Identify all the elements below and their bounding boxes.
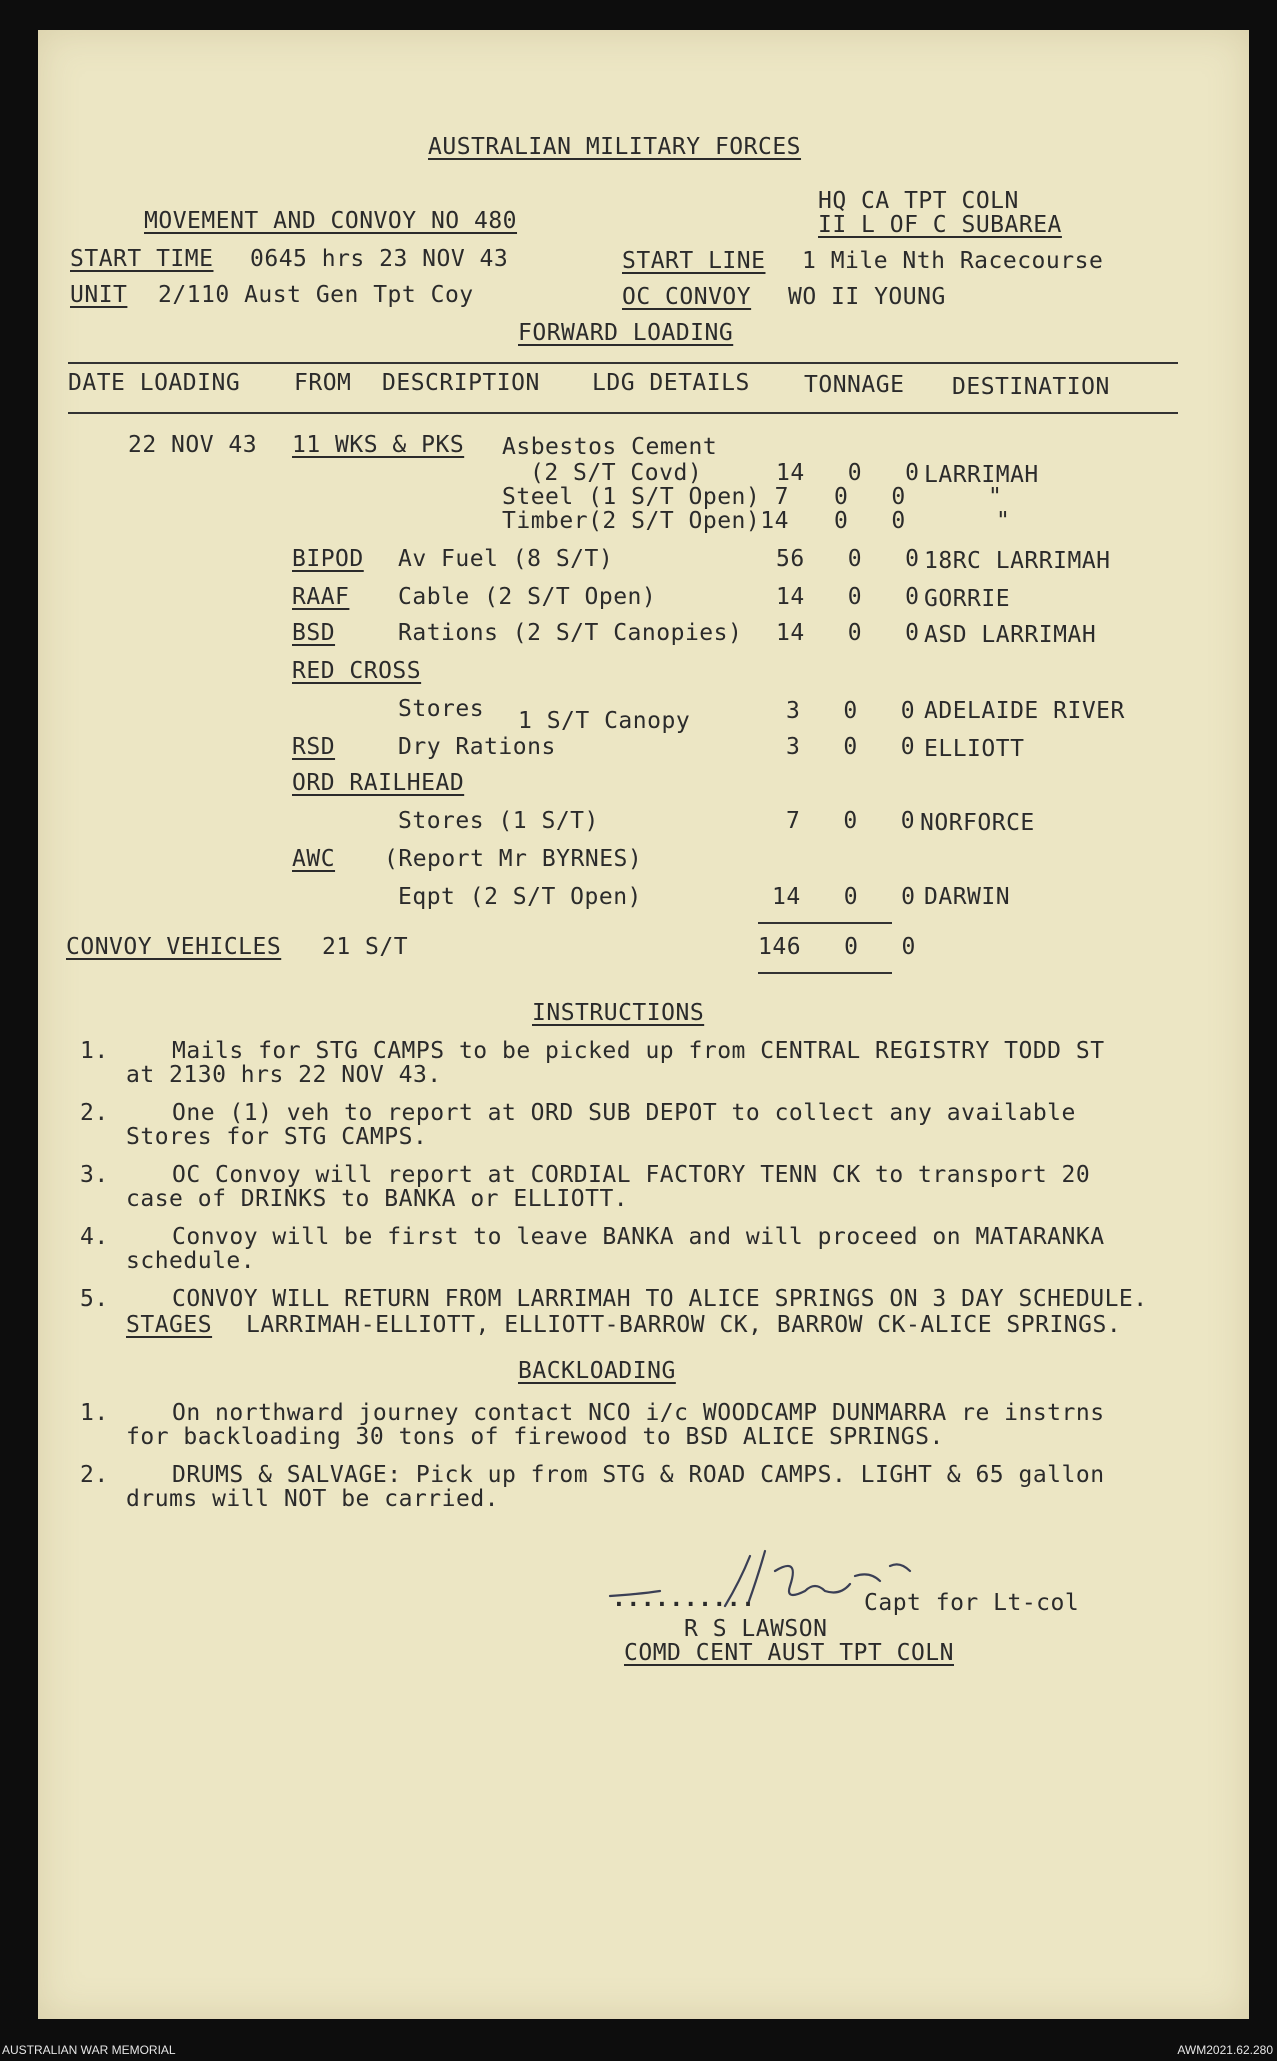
movement-heading: MOVEMENT AND CONVOY NO 480: [144, 208, 518, 234]
unit-value: 2/110 Aust Gen Tpt Coy: [158, 282, 474, 308]
tonnage-cell: 0 0: [834, 508, 906, 534]
instruction-line: schedule.: [126, 1248, 256, 1274]
destination-cell: LARRIMAH: [924, 462, 1039, 488]
desc-cell: Stores: [398, 696, 485, 722]
instruction-line: One (1) veh to report at ORD SUB DEPOT to collect any available: [172, 1100, 1076, 1126]
unit-label: UNIT: [70, 282, 128, 308]
signature-role: COMD CENT AUST TPT COLN: [624, 1640, 954, 1666]
tonnage-cell: 56 0 0: [776, 546, 920, 572]
document-title: AUSTRALIAN MILITARY FORCES: [428, 134, 802, 160]
instruction-line: LARRIMAH-ELLIOTT, ELLIOTT-BARROW CK, BARROW CK-ALICE SPRINGS.: [246, 1312, 1122, 1338]
destination-ditto: ": [988, 484, 1003, 510]
tonnage-cell: 7 0 0: [786, 808, 916, 834]
backloading-line: drums will NOT be carried.: [126, 1486, 500, 1512]
instruction-line: Stores for STG CAMPS.: [126, 1124, 428, 1150]
signature-capt: Capt for Lt-col: [864, 1590, 1080, 1616]
backloading-number: 1.: [80, 1400, 109, 1426]
start-line-value: 1 Mile Nth Racecourse: [802, 248, 1104, 274]
start-line-label: START LINE: [622, 248, 766, 274]
col-header-from: FROM: [294, 370, 352, 396]
instruction-line: at 2130 hrs 22 NOV 43.: [126, 1062, 442, 1088]
hq-line-1: HQ CA TPT COLN: [818, 188, 1019, 214]
oc-convoy-label: OC CONVOY: [622, 284, 752, 310]
tonnage-cell: 14 0 0: [776, 620, 920, 646]
section-forward-loading: FORWARD LOADING: [518, 320, 734, 346]
hq-line-2: II L OF C SUBAREA: [818, 212, 1062, 238]
destination-cell: ASD LARRIMAH: [924, 622, 1097, 648]
instruction-line: OC Convoy will report at CORDIAL FACTORY TENN CK to transport 20: [172, 1162, 1091, 1188]
from-cell: RAAF: [292, 584, 350, 610]
from-cell: ORD RAILHEAD: [292, 770, 465, 796]
total-top-rule: [758, 922, 892, 924]
tonnage-cell: 3 0 0: [786, 698, 916, 724]
desc-cell: 1 S/T Canopy: [518, 708, 691, 734]
tonnage-cell: 14 0 0: [776, 460, 920, 486]
destination-cell: DARWIN: [924, 884, 1011, 910]
table-header-rule: [68, 412, 1178, 414]
destination-cell: ELLIOTT: [924, 736, 1025, 762]
oc-convoy-value: WO II YOUNG: [788, 284, 946, 310]
instruction-number: 2.: [80, 1100, 109, 1126]
total-bottom-rule: [758, 972, 892, 974]
destination-cell: NORFORCE: [920, 810, 1035, 836]
convoy-vehicles-label: CONVOY VEHICLES: [66, 934, 282, 960]
footer-accession-number: AWM2021.62.280: [1177, 2043, 1273, 2057]
instruction-line: case of DRINKS to BANKA or ELLIOTT.: [126, 1186, 629, 1212]
col-header-description: DESCRIPTION: [382, 370, 540, 396]
convoy-vehicles-value: 21 S/T: [322, 934, 409, 960]
instruction-line: Convoy will be first to leave BANKA and will proceed on MATARANKA: [172, 1224, 1105, 1250]
signature-dots: ..........: [612, 1586, 756, 1612]
instructions-heading: INSTRUCTIONS: [532, 1000, 705, 1026]
backloading-line: DRUMS & SALVAGE: Pick up from STG & ROAD CAMPS. LIGHT & 65 gallon: [172, 1462, 1105, 1488]
table-top-rule: [68, 362, 1178, 364]
desc-cell: Steel (1 S/T Open) 7: [502, 484, 789, 510]
desc-cell: (2 S/T Covd): [530, 460, 703, 486]
backloading-line: for backloading 30 tons of firewood to BSD ALICE SPRINGS.: [126, 1424, 944, 1450]
tonnage-cell: 0 0: [834, 484, 906, 510]
col-header-date: DATE LOADING: [68, 370, 241, 396]
desc-cell: Stores (1 S/T): [398, 808, 599, 834]
loading-date: 22 NOV 43: [128, 432, 258, 458]
col-header-ldg: LDG DETAILS: [592, 370, 750, 396]
desc-cell: Timber(2 S/T Open)14: [502, 508, 789, 534]
desc-cell: Cable (2 S/T Open): [398, 584, 657, 610]
desc-cell: Av Fuel (8 S/T): [398, 546, 614, 572]
tonnage-cell: 14 0 0: [772, 884, 916, 910]
destination-ditto: ": [996, 508, 1011, 534]
footer-archive-name: AUSTRALIAN WAR MEMORIAL: [2, 2043, 176, 2057]
stages-label: STAGES: [126, 1312, 213, 1338]
desc-cell: Rations (2 S/T Canopies): [398, 620, 743, 646]
signature-name: R S LAWSON: [684, 1616, 828, 1642]
desc-cell: Dry Rations: [398, 734, 556, 760]
destination-cell: 18RC LARRIMAH: [924, 548, 1111, 574]
instruction-line: CONVOY WILL RETURN FROM LARRIMAH TO ALICE SPRINGS ON 3 DAY SCHEDULE.: [172, 1286, 1148, 1312]
from-cell: RSD: [292, 734, 336, 760]
destination-cell: ADELAIDE RIVER: [924, 698, 1125, 724]
backloading-line: On northward journey contact NCO i/c WOODCAMP DUNMARRA re instrns: [172, 1400, 1105, 1426]
tonnage-cell: 3 0 0: [786, 734, 916, 760]
from-cell: RED CROSS: [292, 658, 422, 684]
from-cell: 11 WKS & PKS: [292, 432, 465, 458]
instruction-number: 3.: [80, 1162, 109, 1188]
tonnage-cell: 14 0 0: [776, 584, 920, 610]
instruction-line: Mails for STG CAMPS to be picked up from CENTRAL REGISTRY TODD ST: [172, 1038, 1105, 1064]
from-cell: BSD: [292, 620, 336, 646]
desc-cell: Asbestos Cement: [502, 434, 718, 460]
destination-cell: GORRIE: [924, 586, 1011, 612]
instruction-number: 4.: [80, 1224, 109, 1250]
from-cell: AWC: [292, 846, 336, 872]
col-header-destination: DESTINATION: [952, 374, 1110, 400]
from-cell: BIPOD: [292, 546, 364, 572]
instruction-number: 5.: [80, 1286, 109, 1312]
col-header-tonnage: TONNAGE: [804, 372, 905, 398]
instruction-number: 1.: [80, 1038, 109, 1064]
start-time-value: 0645 hrs 23 NOV 43: [250, 246, 509, 272]
start-time-label: START TIME: [70, 246, 214, 272]
total-tonnage: 146 0 0: [758, 934, 916, 960]
desc-cell: Eqpt (2 S/T Open): [398, 884, 642, 910]
desc-cell: (Report Mr BYRNES): [384, 846, 643, 872]
backloading-heading: BACKLOADING: [518, 1358, 676, 1384]
backloading-number: 2.: [80, 1462, 109, 1488]
